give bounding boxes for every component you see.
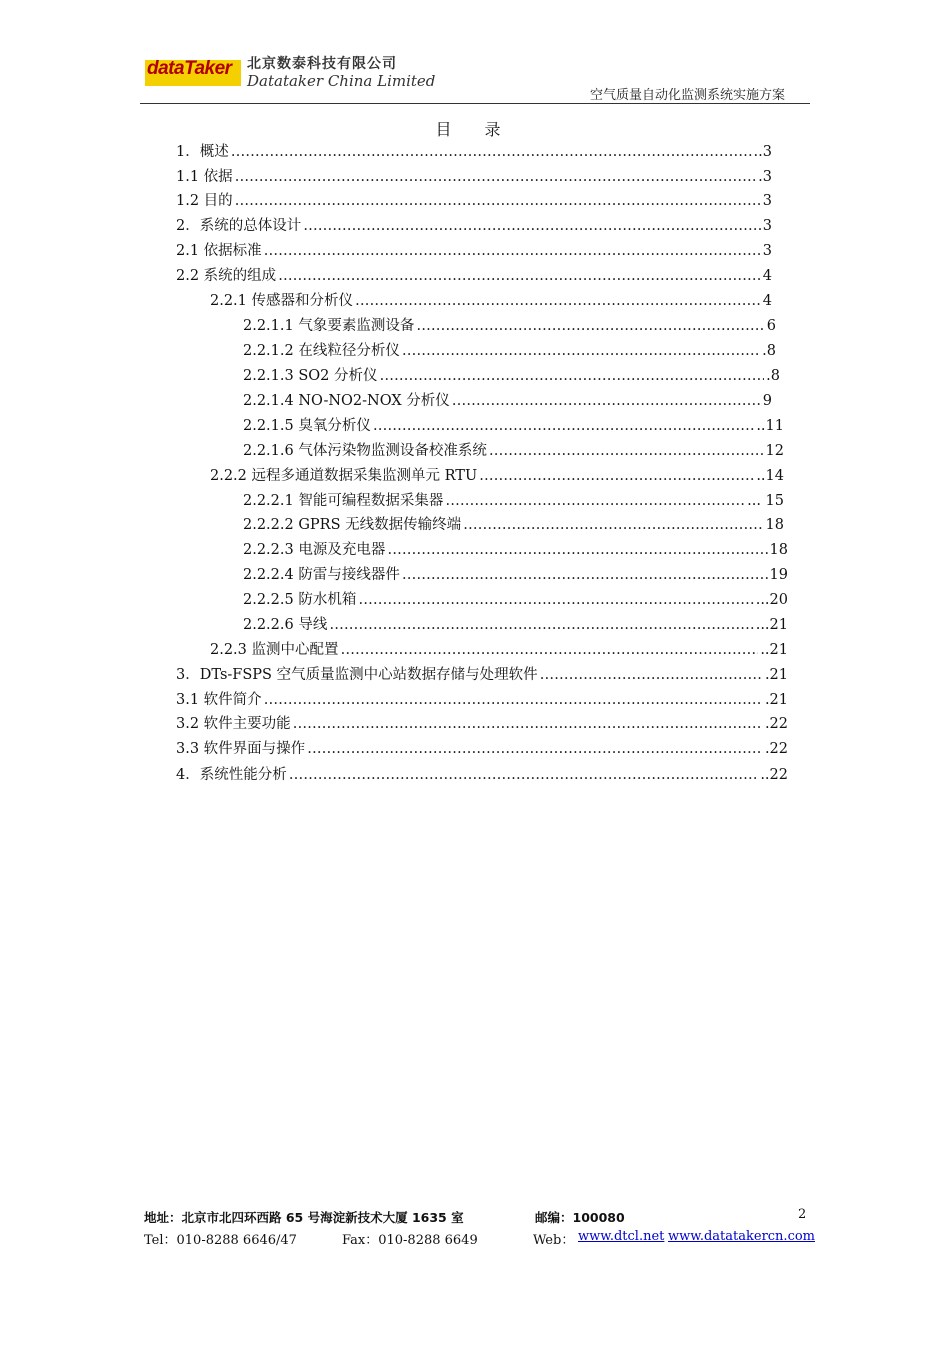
toc-leader <box>278 265 761 287</box>
toc-entry-title: 3.1 软件简介 <box>176 692 262 708</box>
toc-entry[interactable] <box>176 240 772 262</box>
footer-link-dtcl[interactable]: www.dtcl.net <box>578 1229 665 1244</box>
footer-link-datatakercn[interactable]: www.datatakercn.com <box>668 1229 815 1244</box>
toc-entry[interactable] <box>176 265 772 287</box>
toc-leader <box>235 166 756 188</box>
toc-entry-page: ...21 <box>755 617 788 633</box>
toc-entry[interactable] <box>210 465 784 487</box>
toc-entry-page: .21 <box>764 667 788 683</box>
toc-entry[interactable] <box>243 440 784 462</box>
toc-entry-page: ... 15 <box>747 493 784 509</box>
toc-leader <box>307 738 763 760</box>
footer-tel: Tel：010-8288 6646/47 <box>144 1233 297 1248</box>
toc-entry-page: 4 <box>762 293 772 309</box>
toc-entry-page: 19 <box>769 567 788 583</box>
toc-leader <box>380 365 765 387</box>
footer-address: 地址：北京市北四环西路 65 号海淀新技术大厦 1635 室 <box>144 1210 464 1225</box>
datataker-logo: dataTaker <box>147 58 232 79</box>
toc-entry-title: 2.1 依据标准 <box>176 243 262 259</box>
toc-leader <box>303 215 761 237</box>
toc-leader <box>540 664 763 686</box>
toc-entry-title: 2.2.3 监测中心配置 <box>210 642 339 658</box>
toc-entry[interactable] <box>176 141 772 163</box>
toc-entry-title: 2．系统的总体设计 <box>176 218 302 234</box>
toc-entry[interactable] <box>243 564 788 586</box>
toc-entry-page: ..14 <box>756 468 784 484</box>
toc-entry-page: .22 <box>764 741 788 757</box>
footer-postcode: 邮编：100080 <box>535 1210 625 1225</box>
document-title: 空气质量自动化监测系统实施方案 <box>590 88 786 103</box>
toc-leader <box>264 689 763 711</box>
company-name-chinese: 北京数泰科技有限公司 <box>247 56 397 72</box>
toc-leader <box>463 514 763 536</box>
toc-leader <box>289 764 759 786</box>
toc-entry-page: ..21 <box>760 642 788 658</box>
toc-entry-title: 1．概述 <box>176 144 229 160</box>
toc-entry-title: 2.2.2.1 智能可编程数据采集器 <box>243 493 444 509</box>
toc-leader <box>329 614 753 636</box>
toc-leader <box>452 390 761 412</box>
company-name-english: Datataker China Limited <box>247 72 436 90</box>
toc-leader <box>489 440 764 462</box>
toc-entry-title: 1.2 目的 <box>176 193 233 209</box>
toc-entry-page: ..3 <box>753 144 772 160</box>
toc-entry-page: 6 <box>766 318 776 334</box>
toc-entry-title: 4．系统性能分析 <box>176 767 287 783</box>
toc-entry-title: 2.2.2.4 防雷与接线器件 <box>243 567 400 583</box>
toc-entry-page: .3 <box>758 169 772 185</box>
toc-leader <box>373 415 754 437</box>
toc-entry-title: 2.2.1.1 气象要素监测设备 <box>243 318 415 334</box>
toc-entry-title: 2.2.2.6 导线 <box>243 617 328 633</box>
toc-entry[interactable] <box>243 514 784 536</box>
page-number: 2 <box>798 1207 807 1222</box>
toc-entry-title: 2.2.2.2 GPRS 无线数据传输终端 <box>243 517 462 533</box>
toc-leader <box>231 141 752 163</box>
toc-entry-title: 1.1 依据 <box>176 169 233 185</box>
toc-entry-page: .8 <box>762 343 776 359</box>
toc-entry[interactable] <box>243 539 788 561</box>
toc-entry[interactable] <box>176 738 788 760</box>
toc-entry[interactable] <box>243 490 784 512</box>
toc-entry-page: 9 <box>762 393 772 409</box>
toc-leader <box>479 465 754 487</box>
toc-leader <box>293 713 763 735</box>
toc-entry-page: 12 <box>765 443 784 459</box>
toc-entry[interactable] <box>243 390 772 412</box>
toc-entry-page: ..22 <box>760 767 788 783</box>
toc-leader <box>341 639 759 661</box>
toc-entry-page: 3 <box>762 193 772 209</box>
toc-entry-title: 2.2.2.3 电源及充电器 <box>243 542 386 558</box>
toc-entry-page: 18 <box>769 542 788 558</box>
toc-leader <box>358 589 753 611</box>
toc-entry-page: 3 <box>762 243 772 259</box>
toc-entry-page: 3 <box>762 218 772 234</box>
toc-entry-page: .8 <box>766 368 780 384</box>
toc-leader <box>402 564 768 586</box>
toc-leader <box>355 290 761 312</box>
toc-entry-page: 18 <box>765 517 784 533</box>
toc-entry-title: 3.3 软件界面与操作 <box>176 741 306 757</box>
toc-leader <box>387 539 767 561</box>
toc-entry-title: 3．DTs-FSPS 空气质量监测中心站数据存储与处理软件 <box>176 667 538 683</box>
toc-entry-page: .21 <box>764 692 788 708</box>
toc-entry-page: .22 <box>764 716 788 732</box>
toc-entry-title: 2.2.1.5 臭氧分析仪 <box>243 418 371 434</box>
toc-entry-page: ..11 <box>756 418 784 434</box>
toc-leader <box>445 490 745 512</box>
toc-entry-page: 4 <box>762 268 772 284</box>
toc-entry[interactable] <box>176 689 788 711</box>
toc-leader <box>416 315 764 337</box>
toc-entry-title: 2.2.1.2 在线粒径分析仪 <box>243 343 400 359</box>
footer-web-label: Web： <box>533 1233 575 1248</box>
toc-heading: 目 录 <box>435 120 515 139</box>
toc-entry-title: 2.2.1.6 气体污染物监测设备校准系统 <box>243 443 487 459</box>
toc-entry-title: 2.2.1.3 SO2 分析仪 <box>243 368 378 384</box>
footer-fax: Fax：010-8288 6649 <box>342 1233 478 1248</box>
toc-leader <box>402 340 760 362</box>
toc-entry[interactable] <box>176 713 788 735</box>
toc-entry-title: 2.2.1.4 NO-NO2-NOX 分析仪 <box>243 393 450 409</box>
toc-entry[interactable] <box>176 664 788 686</box>
toc-entry[interactable] <box>176 215 772 237</box>
toc-entry[interactable] <box>210 290 772 312</box>
toc-entry[interactable] <box>243 589 788 611</box>
toc-entry[interactable] <box>243 315 776 337</box>
toc-entry-title: 2.2.1 传感器和分析仪 <box>210 293 354 309</box>
toc-entry[interactable] <box>176 764 788 786</box>
toc-entry-title: 2.2.2 远程多通道数据采集监测单元 RTU <box>210 468 478 484</box>
toc-entry[interactable] <box>243 614 788 636</box>
toc-entry[interactable] <box>210 639 788 661</box>
toc-entry-page: ...20 <box>755 592 788 608</box>
toc-entry-title: 2.2.2.5 防水机箱 <box>243 592 357 608</box>
toc-entry[interactable] <box>176 190 772 212</box>
header-divider <box>140 103 810 104</box>
toc-entry-title: 2.2 系统的组成 <box>176 268 277 284</box>
toc-entry[interactable] <box>243 340 776 362</box>
toc-leader <box>235 190 761 212</box>
toc-leader <box>264 240 761 262</box>
toc-entry[interactable] <box>243 365 780 387</box>
toc-entry[interactable] <box>176 166 772 188</box>
toc-entry-title: 3.2 软件主要功能 <box>176 716 291 732</box>
toc-entry[interactable] <box>243 415 784 437</box>
